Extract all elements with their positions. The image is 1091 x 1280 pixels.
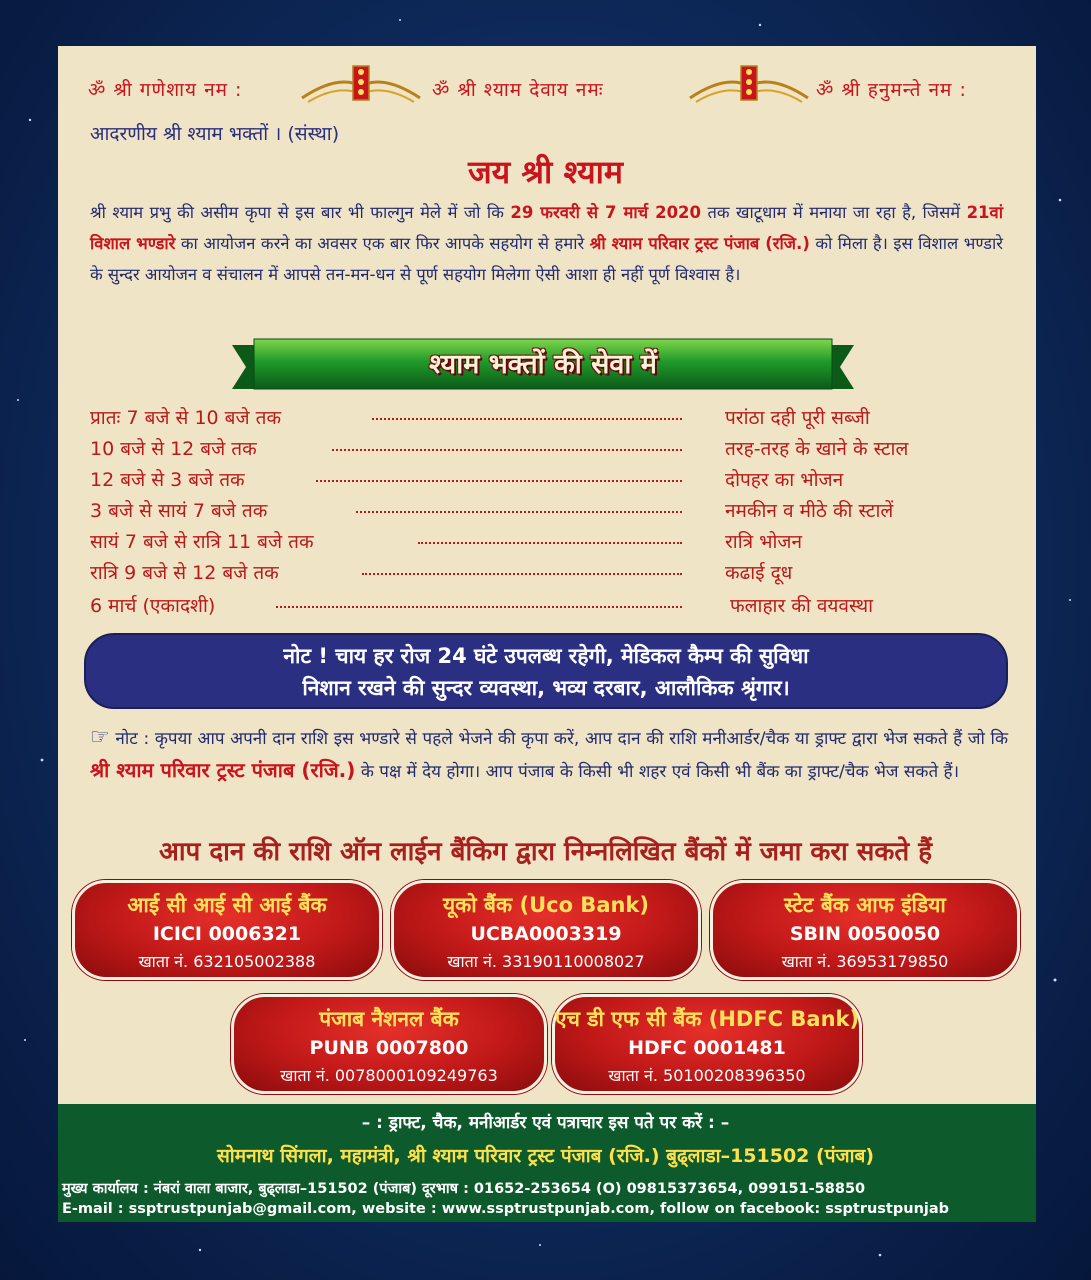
correspondence-heading: – : ड्राफ्ट, चैक, मनीआर्डर एवं पत्राचार इस पते पर करें : –: [361, 1113, 730, 1133]
schedule-row: [90, 559, 1010, 589]
bank-card-uco: [391, 880, 701, 980]
schedule-item: परांठा दही पूरी सब्जी: [725, 407, 870, 429]
donation-note: [90, 722, 1008, 788]
dotted-leader: [332, 449, 682, 451]
bank-card-icici: [72, 880, 382, 980]
event-dates: 29 फरवरी से 7 मार्च 2020: [510, 203, 702, 222]
schedule-time: 12 बजे से 3 बजे तक: [90, 469, 245, 491]
bank-account: खाता नं. 50100208396350: [608, 1066, 806, 1085]
intro-text: तक खाटूधाम में मनाया जा रहा है, जिसमें: [701, 203, 967, 222]
intro-paragraph: [90, 197, 1003, 290]
schedule-item: नमकीन व मीठे की स्टालें: [725, 500, 894, 522]
schedule-row: [90, 435, 1010, 465]
bank-name: स्टेट बैंक आफ इंडिया: [784, 893, 946, 917]
bank-account: खाता नं. 0078000109249763: [280, 1066, 498, 1085]
schedule-time: रात्रि 9 बजे से 12 बजे तक: [90, 562, 279, 584]
schedule-row: [90, 466, 1010, 496]
dotted-leader: [418, 542, 682, 544]
dotted-leader: [356, 511, 682, 513]
bank-ifsc: PUNB 0007800: [309, 1037, 469, 1059]
bank-card-hdfc: [552, 994, 862, 1094]
facilities-note-line1: नोट ! चाय हर रोज 24 घंटे उपलब्ध रहेगी, मेडिकल कैम्प की सुविधा: [283, 644, 809, 668]
banner-title: श्याम भक्तों की सेवा में: [429, 349, 657, 380]
schedule-time: 10 बजे से 12 बजे तक: [90, 438, 257, 460]
schedule-time: प्रातः 7 बजे से 10 बजे तक: [90, 407, 282, 429]
bank-ifsc: HDFC 0001481: [628, 1037, 786, 1059]
invocation-shyam: ॐ श्री श्याम देवाय नमः: [432, 79, 604, 101]
schedule-time: 6 मार्च (एकादशी): [90, 595, 216, 617]
dotted-leader: [316, 480, 682, 482]
dotted-leader: [276, 606, 682, 608]
bank-account: खाता नं. 33190110008027: [447, 952, 645, 971]
salutation: आदरणीय श्री श्याम भक्तों । (संस्था): [90, 123, 340, 145]
schedule-time: सायं 7 बजे से रात्रि 11 बजे तक: [90, 531, 314, 553]
bhandara-name: 21वां विशाल भण्डारे: [90, 203, 1003, 253]
schedule-item: दोपहर का भोजन: [725, 469, 844, 491]
intro-text: श्री श्याम प्रभु की असीम कृपा से इस बार भी फाल्गुन मेले में जो कि: [90, 203, 511, 222]
schedule-item: रात्रि भोजन: [725, 531, 803, 553]
dotted-leader: [362, 573, 682, 575]
bank-ifsc: ICICI 0006321: [152, 923, 302, 945]
pointing-hand-icon: ☞: [90, 725, 110, 750]
contact-person: सोमनाथ सिंगला, महामंत्री, श्री श्याम परिवार ट्रस्ट पंजाब (रजि.) बुढ्लाडा–151502 (पंजाब): [216, 1145, 875, 1167]
shyam-emblem-icon: [686, 64, 812, 108]
schedule-row: [90, 404, 1010, 434]
bank-ifsc: SBIN 0050050: [789, 923, 941, 945]
schedule-item: तरह-तरह के खाने के स्टाल: [725, 438, 909, 460]
bank-account: खाता नं. 36953179850: [781, 952, 949, 971]
email-website: E-mail : ssptrustpunjab@gmail.com, website : www.ssptrustpunjab.com, follow on facebook: ssptrustpunjab: [62, 1201, 950, 1217]
donation-note-text: नोट : कृपया आप अपनी दान राशि इस भण्डारे से पहले भेजने की कृपा करें, आप दान की राशि मनीआर्डर/चैक या ड्राफ्ट द्वारा भेज सकते हैं जो कि: [109, 729, 1008, 749]
schedule-time: 3 बजे से सायं 7 बजे तक: [90, 500, 268, 522]
bank-card-pnb: [231, 994, 547, 1094]
bank-name: एच डी एफ सी बैंक (HDFC Bank): [555, 1007, 860, 1031]
bank-ifsc: UCBA0003319: [470, 923, 622, 945]
bank-name: यूको बैंक (Uco Bank): [442, 893, 649, 917]
donation-note-text: के पक्ष में देय होगा। आप पंजाब के किसी भी शहर एवं किसी भी बैंक का ड्राफ्ट/चैक भेज सकते हैं।: [355, 762, 960, 782]
facilities-note-line2: निशान रखने की सुन्दर व्यवस्था, भव्य दरबार, आलौकिक श्रृंगार।: [302, 676, 790, 700]
bank-card-sbi: [710, 880, 1020, 980]
intro-text: को मिला है। इस विशाल भण्डारे के सुन्दर आयोजन व संचालन में आपसे तन-मन-धन से पूर्ण सहयोग मिलेगा ऐसी आशा ही नहीं पूर्ण विश्वास है।: [90, 234, 1004, 284]
office-address: मुख्य कार्यालय : नंबरां वाला बाजार, बुढ्लाडा–151502 (पंजाब) दूरभाष : 01652-253654 (O) 09815373654, 099151-58850: [62, 1181, 866, 1197]
online-banking-heading: आप दान की राशि ऑन लाईन बैंकिग द्वारा निम्नलिखित बैंकों में जमा करा सकते हैं: [158, 837, 933, 867]
invocation-ganesh: ॐ श्री गणेशाय नम :: [88, 79, 243, 101]
schedule-item: कढाई दूध: [725, 562, 793, 584]
schedule-row: [90, 528, 1010, 558]
schedule-row: [90, 592, 1010, 622]
trust-name: श्री श्याम परिवार ट्रस्ट पंजाब (रजि.): [589, 234, 810, 253]
bank-account: खाता नं. 632105002388: [138, 952, 316, 971]
bank-name: पंजाब नैशनल बैंक: [319, 1007, 459, 1031]
schedule-item: फलाहार की वयवस्था: [730, 595, 874, 617]
dotted-leader: [372, 418, 682, 420]
trust-name: श्री श्याम परिवार ट्रस्ट पंजाब (रजि.): [90, 758, 356, 782]
bank-name: आई सी आई सी आई बैंक: [127, 893, 327, 917]
invocation-hanuman: ॐ श्री हनुमन्ते नम :: [816, 79, 967, 101]
page-title: जय श्री श्याम: [467, 153, 624, 191]
schedule-row: [90, 497, 1010, 527]
intro-text: का आयोजन करने का अवसर एक बार फिर आपके सहयोग से हमारे: [175, 234, 590, 253]
shyam-emblem-icon: [298, 64, 424, 108]
